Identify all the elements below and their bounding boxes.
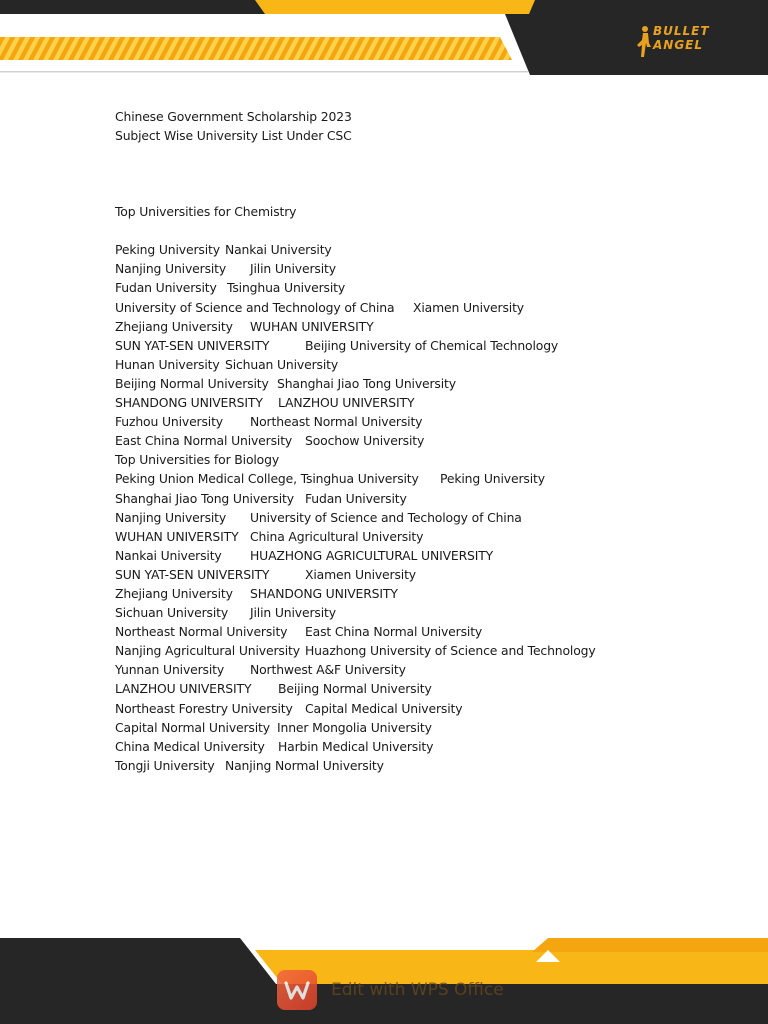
document-subtitle: Subject Wise University List Under CSC <box>115 128 352 144</box>
university-name: Peking University <box>440 471 545 487</box>
university-name: Yunnan University <box>115 662 225 678</box>
university-name: Peking Union Medical College, Tsinghua University <box>115 471 419 487</box>
university-name: East China Normal University <box>305 624 483 640</box>
university-name: LANZHOU UNIVERSITY <box>115 681 252 697</box>
wps-watermark-label: Edit with WPS Office <box>331 980 504 1000</box>
university-name: Jilin University <box>250 605 336 621</box>
university-row <box>115 431 735 450</box>
university-row <box>115 240 735 259</box>
university-name: Beijing Normal University <box>115 375 269 391</box>
university-name: Nanjing Normal University <box>225 757 384 773</box>
university-row <box>115 546 735 565</box>
document-title: Chinese Government Scholarship 2023 <box>115 109 352 124</box>
chemistry-heading: Top Universities for Chemistry <box>115 204 297 220</box>
university-row <box>115 278 735 297</box>
university-row <box>115 622 735 641</box>
university-name: Nankai University <box>115 547 222 563</box>
university-name: SUN YAT-SEN UNIVERSITY <box>115 566 270 582</box>
university-name: Shanghai Jiao Tong University <box>115 490 294 506</box>
university-name: SHANDONG UNIVERSITY <box>250 585 398 601</box>
university-row <box>115 298 735 317</box>
university-row <box>115 317 735 336</box>
university-name: China Agricultural University <box>250 528 424 544</box>
logo-line-2: ANGEL <box>653 38 704 52</box>
university-name: Jilin University <box>250 261 336 277</box>
university-name: LANZHOU UNIVERSITY <box>278 395 415 411</box>
university-name: Huazhong University of Science and Technology <box>305 643 596 659</box>
university-row <box>115 355 735 374</box>
university-name: Northeast Normal University <box>250 414 423 430</box>
university-row <box>115 679 735 698</box>
wps-logo-icon <box>277 970 317 1010</box>
university-name: Shanghai Jiao Tong University <box>277 375 456 391</box>
university-row <box>115 565 735 584</box>
university-row <box>115 336 735 355</box>
university-name: Nanjing University <box>115 509 227 525</box>
university-name: Fudan University <box>305 490 407 506</box>
university-name: Beijing University of Chemical Technology <box>305 337 559 353</box>
university-name: Fuzhou University <box>115 414 223 430</box>
biology-list <box>115 469 735 775</box>
university-name: Nankai University <box>225 242 332 258</box>
university-name: Nanjing Agricultural University <box>115 643 300 659</box>
university-row <box>115 412 735 431</box>
header-banner <box>0 0 768 75</box>
university-name: Northwest A&F University <box>250 662 406 678</box>
biology-heading: Top Universities for Biology <box>115 452 279 468</box>
university-name: Zhejiang University <box>115 585 233 601</box>
university-name: Peking University <box>115 242 220 258</box>
university-row <box>115 469 735 488</box>
university-name: Xiamen University <box>305 566 416 582</box>
document-body <box>115 107 735 775</box>
university-name: WUHAN UNIVERSITY <box>115 528 239 544</box>
university-name: Xiamen University <box>413 299 524 315</box>
university-row <box>115 508 735 527</box>
university-name: University of Science and Techology of China <box>250 509 522 525</box>
university-name: Tongji University <box>115 757 215 773</box>
university-row <box>115 660 735 679</box>
university-name: Northeast Forestry University <box>115 700 293 716</box>
logo-line-1: BULLET <box>653 24 710 38</box>
university-name: Northeast Normal University <box>115 624 288 640</box>
university-name: Beijing Normal University <box>278 681 432 697</box>
university-name: SHANDONG UNIVERSITY <box>115 395 263 411</box>
university-name: Hunan University <box>115 356 220 372</box>
university-name: Soochow University <box>305 433 425 449</box>
university-name: Nanjing University <box>115 261 227 277</box>
university-row <box>115 489 735 508</box>
university-row <box>115 584 735 603</box>
university-name: Zhejiang University <box>115 318 233 334</box>
university-row <box>115 718 735 737</box>
university-row <box>115 756 735 775</box>
university-name: Capital Normal University <box>115 719 270 735</box>
university-row <box>115 259 735 278</box>
university-name: WUHAN UNIVERSITY <box>250 318 374 334</box>
university-name: Inner Mongolia University <box>277 719 432 735</box>
university-name: Fudan University <box>115 280 217 296</box>
university-name: SUN YAT-SEN UNIVERSITY <box>115 337 270 353</box>
university-name: Sichuan University <box>225 356 339 372</box>
university-name: Sichuan University <box>115 605 229 621</box>
university-row <box>115 699 735 718</box>
wps-watermark[interactable] <box>277 970 504 1010</box>
university-name: HUAZHONG AGRICULTURAL UNIVERSITY <box>250 547 494 563</box>
university-row <box>115 527 735 546</box>
university-name: Harbin Medical University <box>278 738 434 754</box>
university-name: University of Science and Technology of China <box>115 299 395 315</box>
university-name: China Medical University <box>115 738 265 754</box>
university-name: Capital Medical University <box>305 700 463 716</box>
university-row <box>115 374 735 393</box>
runner-silhouette-icon <box>636 25 652 59</box>
chemistry-list <box>115 240 735 450</box>
university-name: East China Normal University <box>115 433 293 449</box>
university-row <box>115 737 735 756</box>
brand-logo <box>636 24 732 60</box>
university-row <box>115 393 735 412</box>
university-row <box>115 641 735 660</box>
university-row <box>115 603 735 622</box>
university-name: Tsinghua University <box>227 280 346 296</box>
